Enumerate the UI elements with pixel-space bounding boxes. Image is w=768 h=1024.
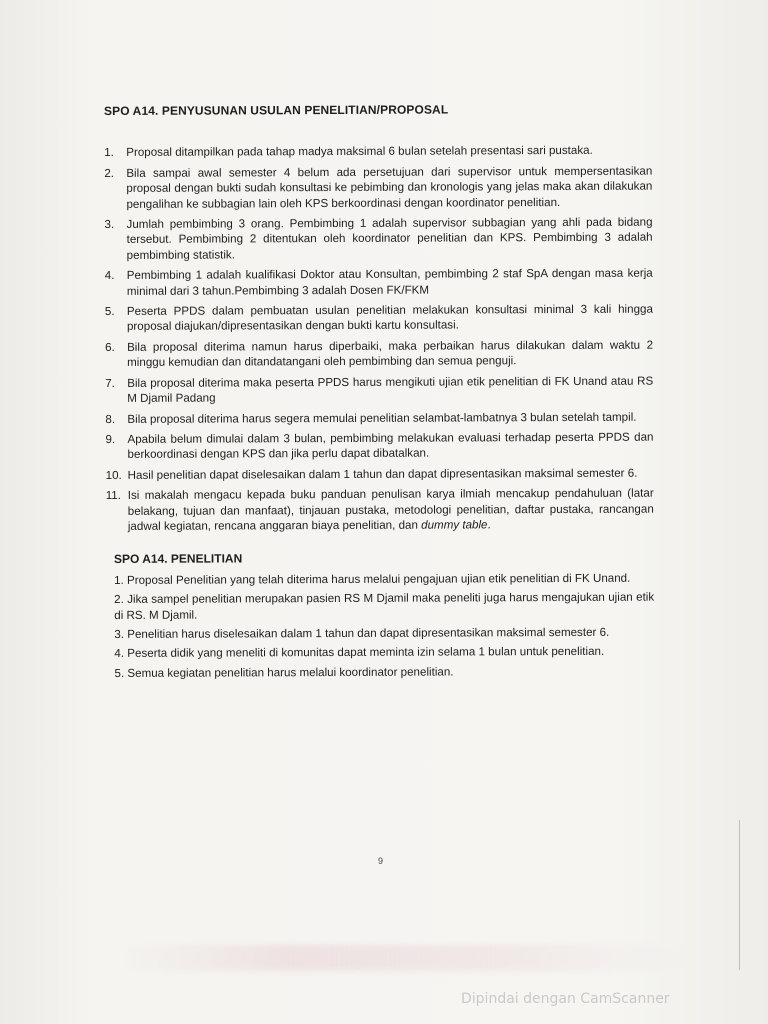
item-number: 5. — [104, 305, 115, 319]
list-item — [105, 373, 653, 406]
list-item — [105, 409, 653, 427]
section1-list — [104, 143, 654, 534]
list-item — [106, 486, 654, 535]
item-text: Bila sampai awal semester 4 belum ada persetujuan dari supervisor untuk mempersentasikan proposal dengan bukti sudah konsultasi ke pebimbing dan kronologis yang jelas maka akan dilakukan pengalihan ke subbagian lain oleh KPS berkoordinasi dengan koordinator penelitian. — [126, 164, 653, 211]
item-number: 6. — [105, 340, 115, 354]
item-italic-text: dummy table — [421, 518, 488, 532]
list-item — [104, 215, 652, 264]
item-text: Peserta PPDS dalam pembuatan usulan penelitian melakukan konsultasi minimal 3 kali hingga proposal diajukan/dipresentasikan dengan bukti kartu konsultasi. — [126, 302, 653, 334]
item-text: Isi makalah mengacu kepada buku panduan penulisan karya ilmiah mencakup pendahuluan (latar belakang, tujuan dan manfaat), tinjauan pustaka, metodologi penelitian, daftar pustaka, rancangan jadwal kegiatan, rencana anggaran biaya penelitian, dan — [127, 486, 654, 533]
list-item: 4. Peserta didik yang meneliti di komunitas dapat meminta izin selama 1 bulan untuk penelitian. — [114, 645, 605, 661]
item-text: Jumlah pembimbing 3 orang. Pembimbing 1 adalah supervisor subbagian yang ahli pada bidang tersebut. Pembimbing 2 ditentukan oleh koordinator penelitian dan KPS. Pembimbing 3 adalah pembimbing statistik. — [126, 215, 653, 262]
list-item: 1. Proposal Penelitian yang telah diterima harus melalui pengajuan ujian etik penelitian di FK Unand. — [114, 571, 631, 587]
item-text: Bila proposal diterima harus segera memulai penelitian selambat-lambatnya 3 bulan setelah tampil. — [127, 410, 637, 426]
list-item: 2. Jika sampel penelitian merupakan pasien RS M Djamil maka peneliti juga harus mengajukan ujian etik di RS. M Djamil. — [114, 590, 655, 622]
section2-list — [106, 570, 654, 681]
item-number: 8. — [105, 412, 116, 426]
list-item — [105, 430, 653, 463]
document-body — [104, 102, 655, 686]
item-text: Hasil penelitian dapat diselesaikan dalam 1 tahun dan dapat dipresentasikan maksimal semester 6. — [127, 466, 638, 482]
item-text: Proposal ditampilkan pada tahap madya maksimal 6 bulan setelah presentasi sari pustaka. — [126, 144, 593, 160]
item-text: Pembimbing 1 adalah kualifikasi Doktor atau Konsultan, pembimbing 2 staf SpA dengan masa kerja minimal dari 3 tahun.Pembimbing 3 adalah Dosen FK/FKM — [126, 266, 653, 298]
camscanner-watermark: Dipindai dengan CamScanner — [461, 991, 670, 1007]
section2-title: SPO A14. PENELITIAN — [113, 551, 243, 567]
item-number: 2. — [104, 166, 115, 180]
scan-edge-line — [739, 820, 740, 970]
item-number: 1. — [104, 146, 114, 160]
item-text: Apabila belum dimulai dalam 3 bulan, pembimbing melakukan evaluasi terhadap peserta PPDS dan berkoordinasi dengan KPS dan jika perlu dapat dibatalkan. — [127, 430, 654, 462]
item-text-tail: . — [487, 518, 491, 532]
item-number: 3. — [104, 217, 115, 232]
scan-smudge — [120, 945, 680, 971]
item-number: 9. — [105, 432, 116, 446]
list-item — [105, 302, 653, 335]
page-number: 9 — [378, 856, 384, 866]
item-number: 7. — [105, 376, 115, 390]
section1-title: SPO A14. PENYUSUNAN USULAN PENELITIAN/PROPOSAL — [104, 102, 449, 118]
list-item — [105, 266, 653, 299]
list-item — [106, 465, 654, 483]
item-number: 11. — [105, 489, 122, 503]
list-item — [105, 337, 653, 370]
list-item — [104, 143, 652, 161]
list-item: 5. Semua kegiatan penelitian harus melalui koordinator penelitian. — [114, 665, 454, 680]
item-number: 4. — [104, 269, 115, 283]
item-text: Bila proposal diterima namun harus diperbaiki, maka perbaikan harus dilakukan dalam waktu 2 minggu kemudian dan ditandatangani oleh pembimbing dan semua penguji. — [127, 338, 654, 370]
item-text: Bila proposal diterima maka peserta PPDS harus mengikuti ujian etik penelitian di FK Unand atau RS M Djamil Padang — [127, 374, 654, 405]
list-item — [104, 163, 652, 212]
item-number: 10. — [105, 468, 122, 482]
list-item: 3. Penelitian harus diselesaikan dalam 1 tahun dan dapat dipresentasikan maksimal semester 6. — [114, 625, 610, 641]
